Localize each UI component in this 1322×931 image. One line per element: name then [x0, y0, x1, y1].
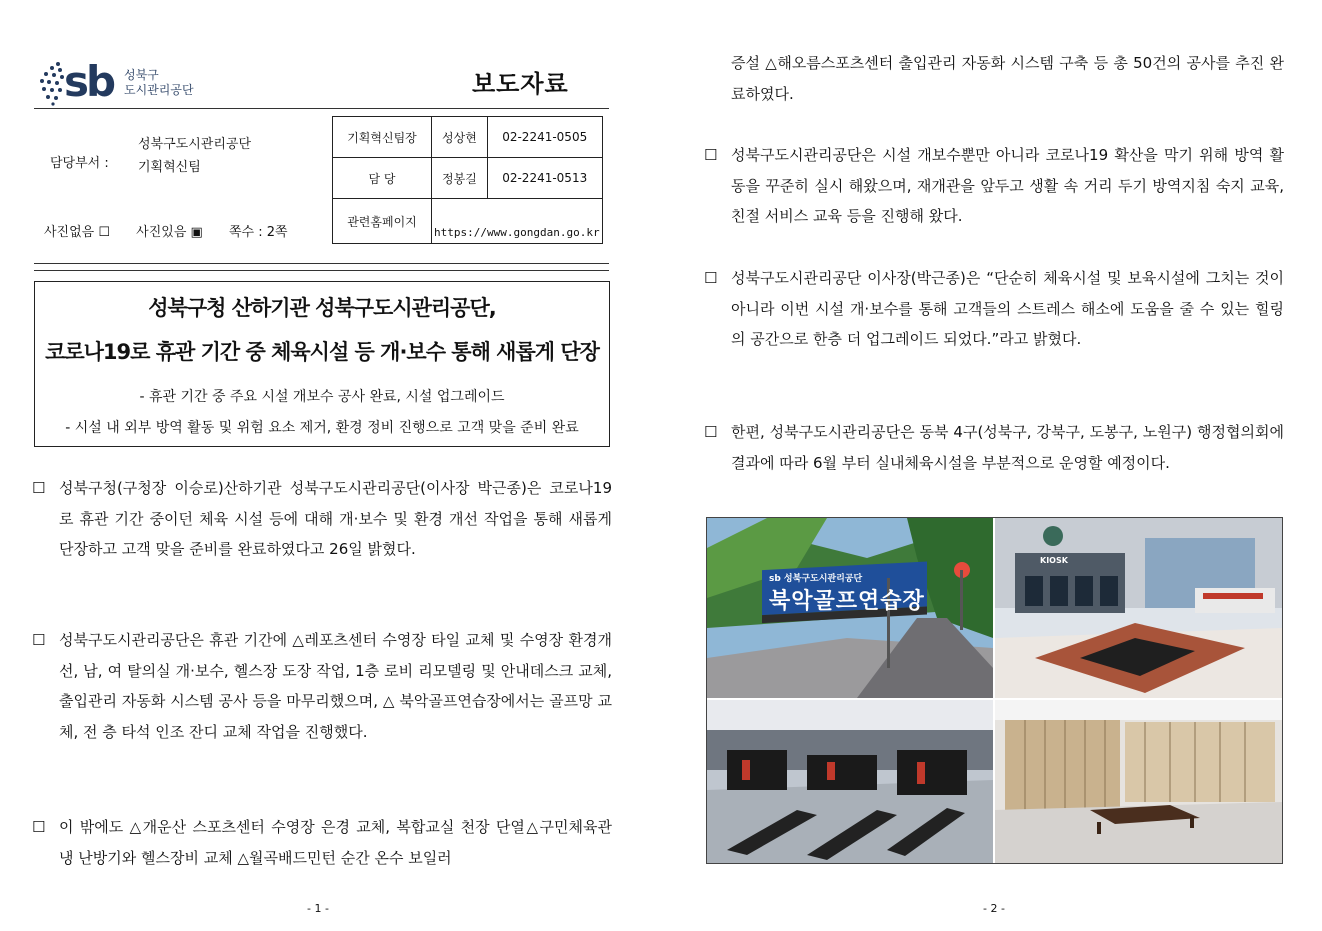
paragraph — [704, 417, 1284, 478]
photo-gym — [707, 700, 993, 863]
logo-name-line2: 도시관리공단 — [124, 83, 194, 97]
paragraph-text: 한편, 성북구도시관리공단은 동북 4구(성북구, 강북구, 도봉구, 노원구) 행정협의회에 결과에 따라 6월 부터 실내체육시설을 부분적으로 운영할 예정이다. — [731, 423, 1284, 472]
bullet-checkbox: ☐ — [32, 479, 46, 497]
subheadline-1: - 휴관 기간 중 주요 시설 개보수 공사 완료, 시설 업그레이드 — [139, 389, 505, 405]
contact-table — [332, 116, 603, 244]
page-number: - 1 - — [307, 902, 329, 915]
logo-name-line1: 성북구 — [124, 68, 159, 82]
photo-locker-room — [995, 700, 1282, 863]
contact-row — [333, 199, 603, 244]
photo-info — [44, 221, 310, 240]
golf-sign-small-text: sb 성북구도시관리공단 — [769, 574, 863, 584]
paragraph — [32, 812, 612, 873]
headline-line1: 성북구청 산하기관 성북구도시관리공단, — [148, 296, 496, 320]
paragraph — [704, 140, 1284, 232]
paragraph-text: 성북구도시관리공단은 휴관 기간에 △레포츠센터 수영장 타일 교체 및 수영장 환경개선, 남, 여 탈의실 개·보수, 헬스장 도장 작업, 1층 로비 리모델링 및 안내데스크 교체, 출입관리 자동화 시스템 공사 등을 마무리했으며, △ 북악골프연습장에서는 골프망 교체, 전 층 타석 인조 잔디 교체 작업을 진행했다. — [59, 631, 612, 741]
subheadline-2: - 시설 내 외부 방역 활동 및 위험 요소 제거, 환경 정비 진행으로 고객 맞을 준비 완료 — [65, 420, 579, 436]
photo-lobby — [995, 518, 1282, 698]
contact-name: 성상현 — [432, 117, 488, 158]
logo-org-name — [124, 68, 194, 98]
facility-photo-grid — [706, 517, 1283, 864]
kiosk-sign-text: KIOSK — [1040, 556, 1068, 565]
homepage-link[interactable]: https://www.gongdan.go.kr — [432, 199, 603, 244]
homepage-label: 관련홈페이지 — [333, 199, 432, 244]
headline-line2: 코로나19로 휴관 기간 중 체육시설 등 개·보수 통해 새롭게 단장 — [45, 340, 599, 364]
bullet-checkbox: ☐ — [704, 269, 718, 287]
header-divider — [34, 108, 609, 109]
paragraph-continuation — [731, 48, 1284, 109]
gongdan-logo — [36, 58, 196, 110]
bullet-checkbox: ☐ — [704, 146, 718, 164]
headline-box — [34, 281, 610, 447]
bullet-checkbox: ☐ — [704, 423, 718, 441]
paragraph — [32, 625, 612, 747]
contact-role: 담 당 — [333, 158, 432, 199]
logo-dots-icon — [36, 58, 66, 106]
paragraph-text: 성북구도시관리공단 이사장(박근종)은 “단순히 체육시설 및 보육시설에 그치는 것이 아니라 이번 시설 개·보수를 통해 고객들의 스트레스 해소에 도움을 줄 수 있는 힐링의 공간으로 한층 더 업그레이드 되었다.”라고 밝혔다. — [731, 269, 1284, 348]
page-count: 쪽수 : 2쪽 — [228, 225, 288, 240]
logo-sb-text: sb — [64, 57, 114, 106]
contact-phone: 02-2241-0513 — [487, 158, 602, 199]
paragraph — [704, 263, 1284, 355]
dept-team: 기획혁신팀 — [138, 160, 201, 175]
dept-label: 담당부서 : — [50, 156, 109, 171]
photo-golf-range — [707, 518, 993, 698]
bullet-checkbox: ☐ — [32, 818, 46, 836]
press-release-title: 보도자료 — [472, 70, 569, 98]
photo-none-checkbox: 사진없음 ☐ — [44, 225, 111, 240]
double-divider — [34, 263, 609, 271]
paragraph-text: 증설 △해오름스포츠센터 출입관리 자동화 시스템 구축 등 총 50건의 공사를 추진 완료하였다. — [731, 54, 1284, 103]
paragraph-text: 성북구도시관리공단은 시설 개보수뿐만 아니라 코로나19 확산을 막기 위해 방역 활동을 꾸준히 실시 해왔으며, 재개관을 앞두고 생활 속 거리 두기 방역지침 숙지 교육, 친절 서비스 교육 등을 진행해 왔다. — [731, 146, 1284, 225]
bullet-checkbox: ☐ — [32, 631, 46, 649]
paragraph-text: 이 밖에도 △개운산 스포츠센터 수영장 은경 교체, 복합교실 천장 단열△구민체육관 냉 난방기와 헬스장비 교체 △월곡배드민턴 순간 온수 보일러 — [59, 818, 612, 867]
golf-sign-text: 북악골프연습장 — [769, 589, 925, 614]
page-number: - 2 - — [983, 902, 1005, 915]
paragraph — [32, 473, 612, 565]
contact-phone: 02-2241-0505 — [487, 117, 602, 158]
page-2 — [661, 0, 1322, 931]
paragraph-text: 성북구청(구청장 이승로)산하기관 성북구도시관리공단(이사장 박근종)은 코로나19로 휴관 기간 중이던 체육 시설 등에 대해 개·보수 및 환경 개선 작업을 통해 새롭게 단장하고 고객 맞을 준비를 완료하였다고 26일 밝혔다. — [59, 479, 612, 558]
photo-yes-checkbox: 사진있음 ▣ — [136, 225, 203, 240]
contact-row — [333, 117, 603, 158]
dept-org: 성북구도시관리공단 — [138, 137, 252, 152]
contact-row — [333, 158, 603, 199]
contact-role: 기획혁신팀장 — [333, 117, 432, 158]
contact-name: 정봉길 — [432, 158, 488, 199]
